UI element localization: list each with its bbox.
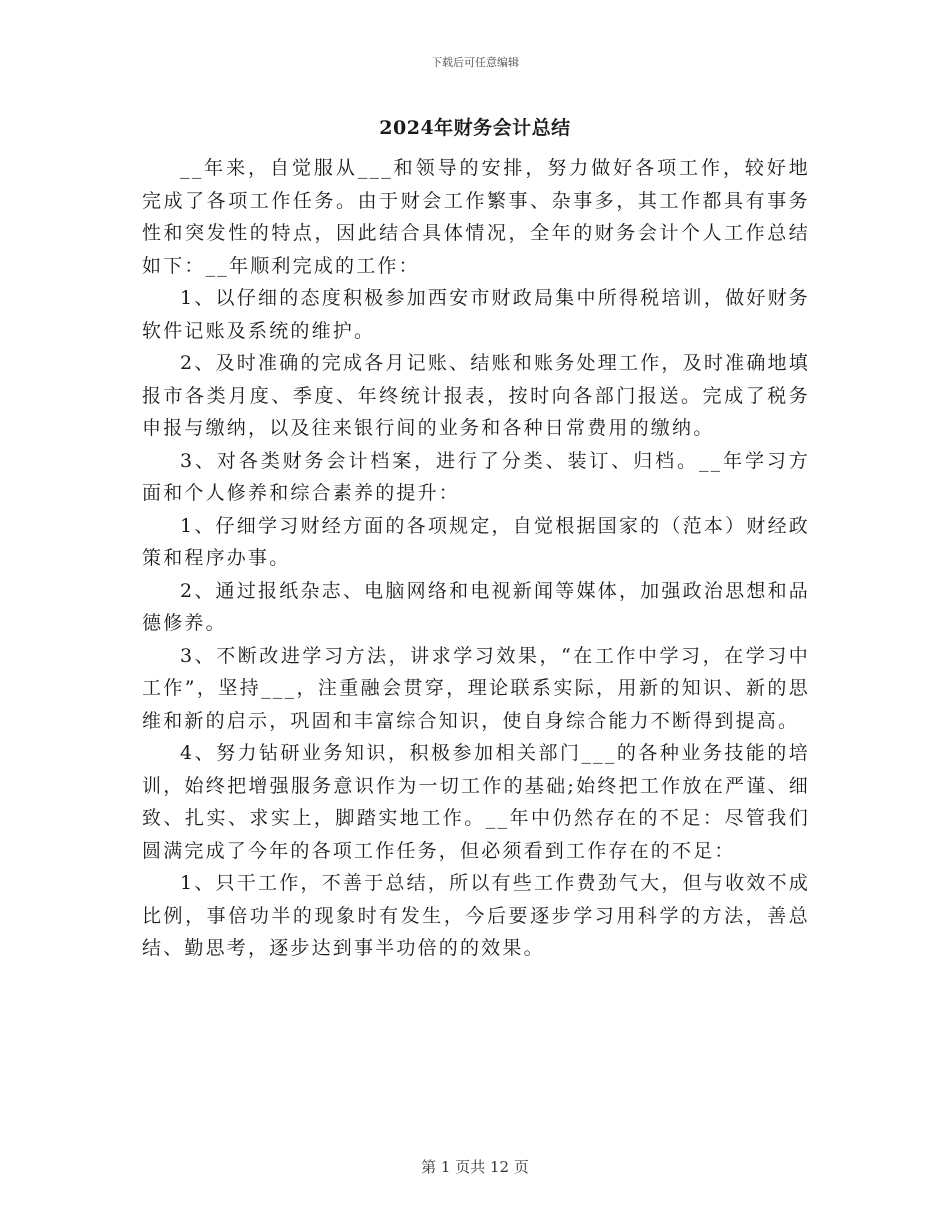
paragraph-study-2: 2、通过报纸杂志、电脑网络和电视新闻等媒体，加强政治思想和品德修养。 [142, 579, 810, 634]
header-note: 下载后可任意编辑 [431, 56, 519, 69]
paragraph-study-4: 4、努力钻研业务知识，积极参加相关部门___的各种业务技能的培训，始终把增强服务意识作为一切工作的基础;始终把工作放在严谨、细致、扎实、求实上，脚踏实地工作。__年中仍然存在的不足：尽管我们圆满完成了今年的各项工作任务，但必须看到工作存在的不足： [142, 742, 810, 862]
page-number: 第 1 页共 12 页 [421, 1158, 529, 1176]
paragraph-work-1: 1、以仔细的态度积极参加西安市财政局集中所得税培训，做好财务软件记账及系统的维护。 [142, 287, 810, 342]
document-body [142, 152, 810, 965]
document-title: 2024年财务会计总结 [379, 117, 571, 139]
paragraph-work-2: 2、及时准确的完成各月记账、结账和账务处理工作，及时准确地填报市各类月度、季度、年终统计报表，按时向各部门报送。完成了税务申报与缴纳，以及往来银行间的业务和各种日常费用的缴纳。 [142, 352, 810, 439]
paragraph-work-3: 3、对各类财务会计档案，进行了分类、装订、归档。__年学习方面和个人修养和综合素养的提升： [142, 449, 810, 504]
paragraph-study-3: 3、不断改进学习方法，讲求学习效果，“在工作中学习，在学习中工作”，坚持___，注重融会贯穿，理论联系实际，用新的知识、新的思维和新的启示，巩固和丰富综合知识，使自身综合能力不断得到提高。 [142, 644, 810, 732]
paragraph-shortcoming-1: 1、只干工作，不善于总结，所以有些工作费劲气大，但与收效不成比例，事倍功半的现象时有发生，今后要逐步学习用科学的方法，善总结、勤思考，逐步达到事半功倍的的效果。 [142, 872, 810, 959]
paragraph-intro: __年来，自觉服从___和领导的安排，努力做好各项工作，较好地完成了各项工作任务。由于财会工作繁事、杂事多，其工作都具有事务性和突发性的特点，因此结合具体情况，全年的财务会计个人工作总结如下：__年顺利完成的工作： [142, 157, 810, 277]
paragraph-study-1: 1、仔细学习财经方面的各项规定，自觉根据国家的（范本）财经政策和程序办事。 [142, 514, 810, 569]
